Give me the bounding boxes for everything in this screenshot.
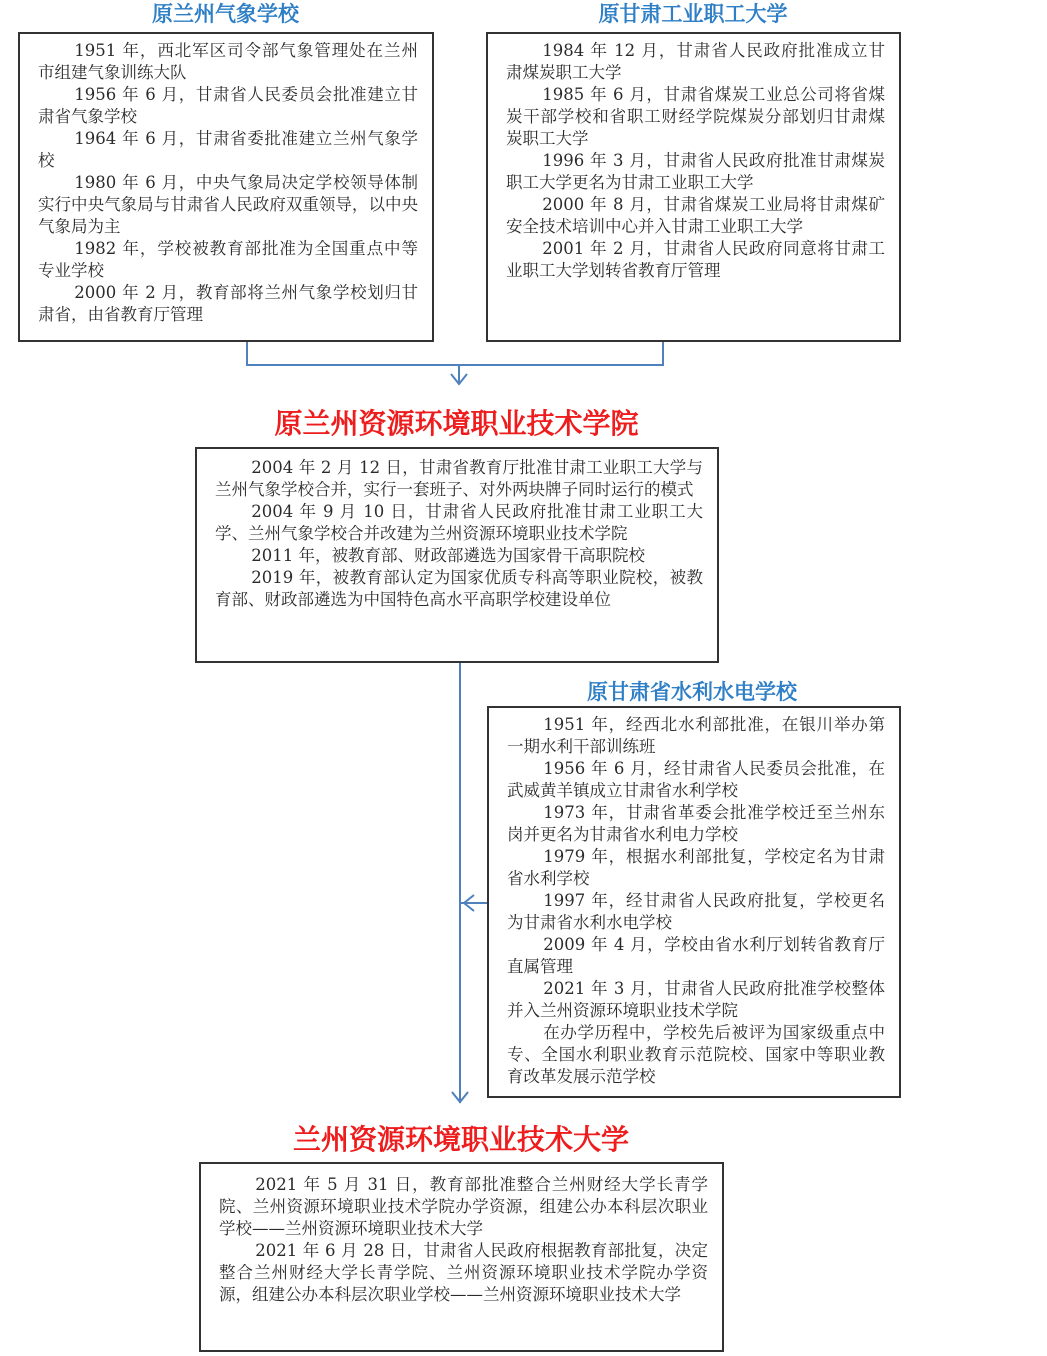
event-text: 2009 年 4 月，学校由省水利厅划转省教育厅直属管理 <box>507 935 885 976</box>
node-title-lanzhou-meteorological-school: 原兰州气象学校 <box>152 2 299 26</box>
event-text: 1973 年，甘肃省革委会批准学校迁至兰州东岗并更名为甘肃省水利电力学校 <box>507 803 885 844</box>
event-text: 2004 年 2 月 12 日，甘肃省教育厅批准甘肃工业职工大学与兰州气象学校合并，实行一套班子、对外两块牌子同时运行的模式 <box>215 458 703 499</box>
event-text: 1951 年，西北军区司令部气象管理处在兰州市组建气象训练大队 <box>38 41 418 82</box>
node-title-gansu-industrial-workers-university: 原甘肃工业职工大学 <box>598 2 788 26</box>
event-text: 1956 年 6 月，经甘肃省人民委员会批准，在武威黄羊镇成立甘肃省水利学校 <box>507 759 885 800</box>
event-text: 1982 年，学校被教育部批准为全国重点中等专业学校 <box>38 239 418 280</box>
node-box-gansu-industrial-workers-university <box>486 32 901 342</box>
node-title-lanzhou-resources-env-vocational-university: 兰州资源环境职业技术大学 <box>292 1123 629 1156</box>
event-text: 2019 年，被教育部认定为国家优质专科高等职业院校，被教育部、财政部遴选为中国特色高水平高职学校建设单位 <box>215 568 703 609</box>
event-text: 2001 年 2 月，甘肃省人民政府同意将甘肃工业职工大学划转省教育厅管理 <box>506 239 885 280</box>
event-text: 2000 年 8 月，甘肃省煤炭工业局将甘肃煤矿安全技术培训中心并入甘肃工业职工大学 <box>506 195 885 236</box>
event-text: 2011 年，被教育部、财政部遴选为国家骨干高职院校 <box>251 546 646 565</box>
event-text: 2021 年 5 月 31 日，教育部批准整合兰州财经大学长青学院、兰州资源环境职业技术学院办学资源，组建公办本科层次职业学校——兰州资源环境职业技术大学 <box>219 1175 708 1238</box>
connector-line <box>459 663 461 1103</box>
node-box-lanzhou-meteorological-school <box>18 32 434 342</box>
event-text: 2000 年 2 月，教育部将兰州气象学校划归甘肃省，由省教育厅管理 <box>38 283 418 324</box>
arrow-down-icon <box>449 372 469 386</box>
node-box-gansu-water-conservancy-hydropower-school <box>487 706 901 1098</box>
node-box-lanzhou-resources-env-vocational-college <box>195 447 719 663</box>
event-text: 1996 年 3 月，甘肃省人民政府批准甘肃煤炭职工大学更名为甘肃工业职工大学 <box>506 151 885 192</box>
event-text: 1964 年 6 月，甘肃省委批准建立兰州气象学校 <box>38 129 418 170</box>
node-title-lanzhou-resources-env-vocational-college: 原兰州资源环境职业技术学院 <box>274 407 639 440</box>
connector-line <box>246 364 664 366</box>
event-text: 2021 年 6 月 28 日，甘肃省人民政府根据教育部批复，决定整合兰州财经大学长青学院、兰州资源环境职业技术学院办学资源，组建公办本科层次职业学校——兰州资源环境职业技术大学 <box>219 1241 708 1304</box>
event-text: 1951 年，经西北水利部批准，在银川举办第一期水利干部训练班 <box>507 715 885 756</box>
node-box-lanzhou-resources-env-vocational-university <box>199 1162 724 1352</box>
arrow-down-icon <box>450 1090 470 1104</box>
event-text: 1980 年 6 月，中央气象局决定学校领导体制实行中央气象局与甘肃省人民政府双重领导，以中央气象局为主 <box>38 173 418 236</box>
connector-line <box>662 342 664 365</box>
event-text: 1956 年 6 月，甘肃省人民委员会批准建立甘肃省气象学校 <box>38 85 418 126</box>
event-text: 1984 年 12 月，甘肃省人民政府批准成立甘肃煤炭职工大学 <box>506 41 885 82</box>
connector-line <box>246 342 248 365</box>
event-text: 1985 年 6 月，甘肃省煤炭工业总公司将省煤炭干部学校和省职工财经学院煤炭分部划归甘肃煤炭职工大学 <box>506 85 885 148</box>
node-title-gansu-water-conservancy-hydropower-school: 原甘肃省水利水电学校 <box>587 680 797 704</box>
arrow-left-icon <box>462 893 476 913</box>
event-text: 1979 年，根据水利部批复，学校定名为甘肃省水利学校 <box>507 847 885 888</box>
event-text: 在办学历程中，学校先后被评为国家级重点中专、全国水利职业教育示范院校、国家中等职业教育改革发展示范学校 <box>507 1023 885 1086</box>
event-text: 1997 年，经甘肃省人民政府批复，学校更名为甘肃省水利水电学校 <box>507 891 885 932</box>
event-text: 2021 年 3 月，甘肃省人民政府批准学校整体并入兰州资源环境职业技术学院 <box>507 979 885 1020</box>
event-text: 2004 年 9 月 10 日，甘肃省人民政府批准甘肃工业职工大学、兰州气象学校合并改建为兰州资源环境职业技术学院 <box>215 502 703 543</box>
